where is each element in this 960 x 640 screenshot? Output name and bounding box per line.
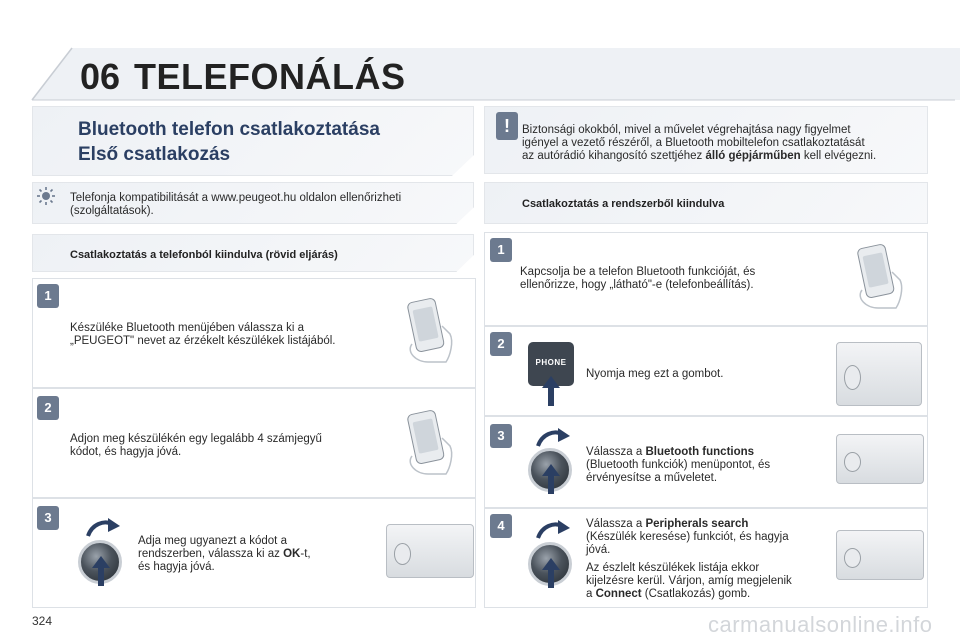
left-step-3-line3: és hagyja jóvá. xyxy=(138,561,215,573)
right-step-4-line1 xyxy=(586,518,832,531)
left-step-3-line2 xyxy=(138,548,311,561)
right-step-4-line6-post: (Csatlakozás) gomb. xyxy=(641,588,751,600)
warning-line3-bold: álló gépjárműben xyxy=(705,150,801,162)
warning-line3 xyxy=(522,150,922,163)
right-step-4-line1-bold: Peripherals search xyxy=(645,518,749,530)
right-step-4-line3: jóvá. xyxy=(586,544,611,556)
car-radio-icon xyxy=(836,434,924,484)
chapter-number: 06 xyxy=(80,56,121,97)
right-step-3-badge: 3 xyxy=(490,424,512,448)
right-step-4-line6-bold: Connect xyxy=(595,588,642,600)
smartphone-hand-icon xyxy=(848,242,908,312)
right-step-2-badge: 2 xyxy=(490,332,512,356)
right-step-3-line1-pre: Válassza a xyxy=(586,446,646,458)
left-step-3-text xyxy=(138,535,311,574)
right-step-4-line5: kijelzésre kerül. Várjon, amíg megjelenik xyxy=(586,575,792,587)
left-step-3-line2-bold: OK xyxy=(283,548,301,560)
warning-line1: Biztonsági okokból, mivel a művelet végrehajtása nagy figyelmet xyxy=(522,124,851,136)
warning-text xyxy=(522,124,922,163)
left-step-3-badge: 3 xyxy=(37,506,59,530)
right-step-3-text xyxy=(586,446,770,485)
rotate-arrow-icon xyxy=(536,428,570,448)
left-step-3-line1: Adja meg ugyanezt a kódot a xyxy=(138,535,287,547)
rotate-arrow-icon xyxy=(536,520,570,540)
car-radio-icon xyxy=(386,524,474,578)
right-step-3-line3: érvényesítse a műveletet. xyxy=(586,472,718,484)
left-step-2-line2: kódot, és hagyja jóvá. xyxy=(70,446,182,458)
warning-line3-pre: az autórádió kihangosító szettjéhez xyxy=(522,150,706,162)
right-step-4-line1-pre: Válassza a xyxy=(586,518,646,530)
section-title-line2: Első csatlakozás xyxy=(78,144,231,165)
warning-line3-post: kell elvégezni. xyxy=(800,150,877,162)
chapter-title: TELEFONÁLÁS xyxy=(134,56,406,97)
right-step-3-line2: (Bluetooth funkciók) menüpontot, és xyxy=(586,459,771,471)
right-step-4-line6-pre: a xyxy=(586,588,596,600)
left-step-3-line2-pre: rendszerben, válassza ki az xyxy=(138,548,284,560)
warning-line2: igényel a vezető részéről, a Bluetooth mobiltelefon csatlakoztatását xyxy=(522,137,865,149)
right-step-1-badge: 1 xyxy=(490,238,512,262)
left-step-2-text xyxy=(70,433,322,459)
watermark: carmanualsonline.info xyxy=(708,612,933,637)
right-step-1-line2: ellenőrizze, hogy „látható"-e (telefonbeállítás). xyxy=(520,279,754,291)
info-line2: (szolgáltatások). xyxy=(70,205,154,217)
right-step-2-text: Nyomja meg ezt a gombot. xyxy=(586,368,724,380)
right-subtitle: Csatlakoztatás a rendszerből kiindulva xyxy=(522,198,725,210)
push-arrow-icon xyxy=(542,558,560,588)
left-step-2-line1: Adjon meg készülékén egy legalább 4 számjegyű xyxy=(70,433,322,445)
left-step-1-line2: „PEUGEOT" nevet az érzékelt készülékek listájából. xyxy=(70,335,336,347)
car-radio-icon xyxy=(836,530,924,580)
right-step-4-line2: (Készülék keresése) funkciót, és hagyja xyxy=(586,531,789,543)
right-step-3-line1 xyxy=(586,446,770,459)
right-step-1-line1: Kapcsolja be a telefon Bluetooth funkcióját, és xyxy=(520,266,756,278)
right-step-3-line1-bold: Bluetooth functions xyxy=(645,446,755,458)
push-arrow-icon xyxy=(542,464,560,494)
smartphone-hand-icon xyxy=(398,296,458,366)
car-radio-icon xyxy=(836,342,922,406)
push-arrow-icon xyxy=(542,376,560,406)
left-step-3-line2-post: -t, xyxy=(300,548,311,560)
rotate-arrow-icon xyxy=(86,518,120,538)
phone-button-label: PHONE xyxy=(535,358,567,367)
page-number: 324 xyxy=(32,614,53,628)
push-arrow-icon xyxy=(92,556,110,586)
exclamation-icon: ! xyxy=(496,112,518,140)
left-step-1-text xyxy=(70,322,336,348)
right-step-4-text xyxy=(586,518,832,601)
left-step-2-badge: 2 xyxy=(37,396,59,420)
left-step-1-badge: 1 xyxy=(37,284,59,308)
left-subtitle: Csatlakoztatás a telefonból kiindulva (rövid eljárás) xyxy=(70,249,338,261)
info-line1: Telefonja kompatibilitását a www.peugeot.hu oldalon ellenőrizheti xyxy=(70,192,402,204)
info-text xyxy=(70,192,401,218)
left-step-1-line1: Készüléke Bluetooth menüjében válassza ki a xyxy=(70,322,304,334)
right-step-4-line4: Az észlelt készülékek listája ekkor xyxy=(586,562,760,574)
sun-icon xyxy=(36,186,56,206)
smartphone-hand-icon xyxy=(398,408,458,478)
right-step-4-badge: 4 xyxy=(490,514,512,538)
right-step-4-line6 xyxy=(586,588,832,601)
section-title-line1: Bluetooth telefon csatlakoztatása xyxy=(78,119,380,140)
right-step-1-text xyxy=(520,266,755,292)
